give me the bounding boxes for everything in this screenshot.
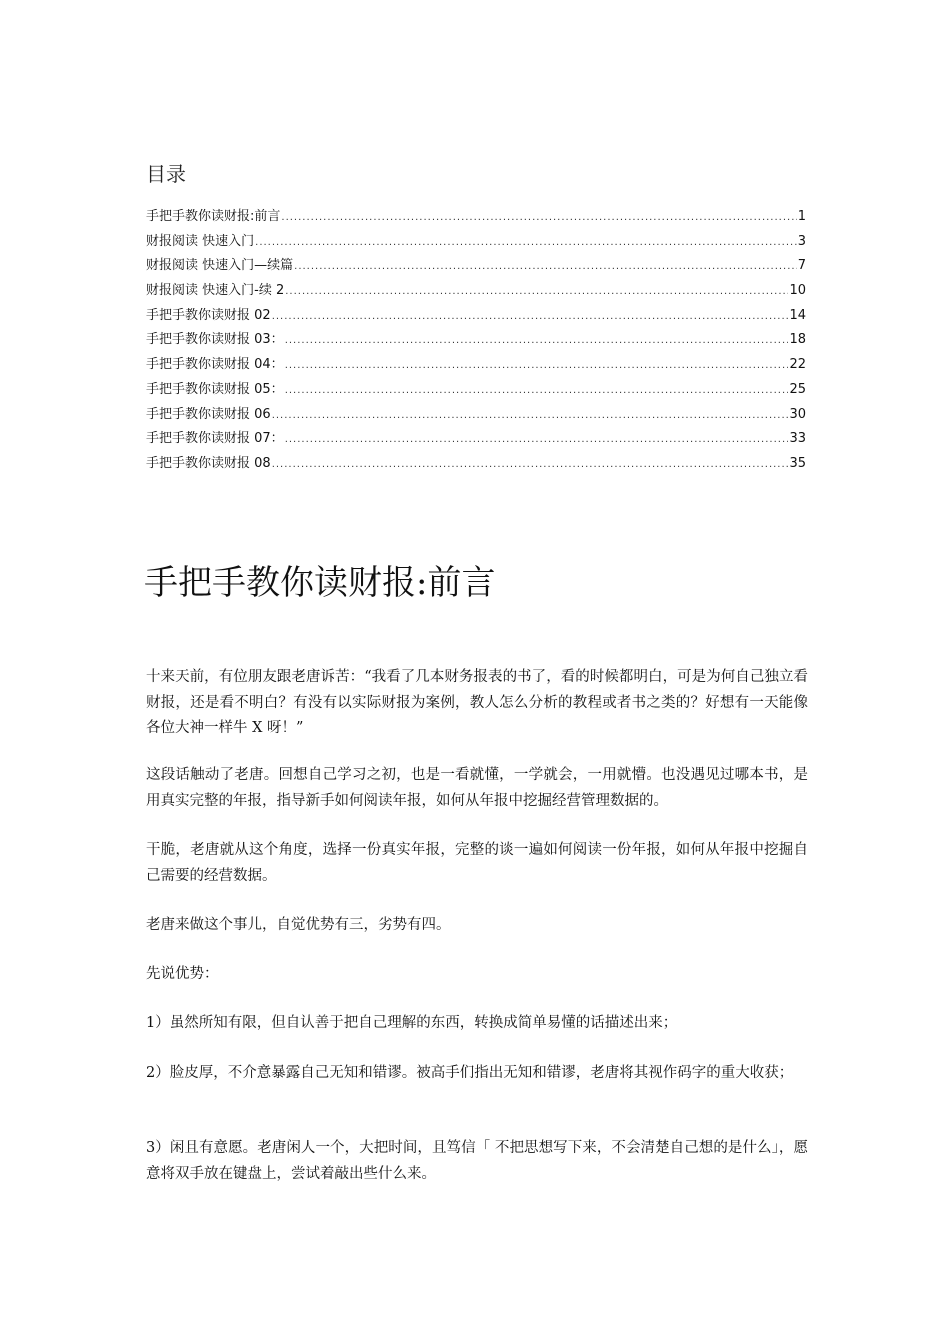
toc-leader-dots — [285, 329, 789, 354]
toc-entry-label: 手把手教你读财报 02 — [146, 307, 271, 323]
toc-entry-page: 22 — [789, 357, 806, 373]
toc-entry-page: 30 — [789, 406, 806, 422]
toc-entry[interactable] — [146, 279, 806, 304]
toc-leader-dots — [285, 280, 788, 305]
toc-entry[interactable] — [146, 328, 806, 353]
toc-entry-page: 35 — [789, 455, 806, 471]
toc-entry[interactable] — [146, 378, 806, 403]
chapter-heading: 手把手教你读财报:前言 — [144, 562, 496, 603]
toc-entry[interactable] — [146, 304, 806, 329]
toc-leader-dots — [255, 231, 797, 256]
toc-entry-label: 手把手教你读财报 06 — [146, 406, 271, 422]
toc-entry[interactable] — [146, 452, 806, 477]
toc-leader-dots — [272, 305, 789, 330]
toc-leader-dots — [294, 255, 797, 280]
paragraph: 干脆，老唐就从这个角度，选择一份真实年报，完整的谈一遍如何阅读一份年报，如何从年报中挖掘自己需要的经营数据。 — [146, 842, 808, 884]
toc-entry[interactable] — [146, 403, 806, 428]
toc-leader-dots — [272, 404, 789, 429]
paragraph: 十来天前，有位朋友跟老唐诉苦：“我看了几本财务报表的书了，看的时候都明白，可是为何自己独立看财报，还是看不明白？有没有以实际财报为案例，教人怎么分析的教程或者书之类的？好想有一天能像各位大神一样牛 X 呀！” — [146, 669, 808, 736]
toc-entry-page: 18 — [789, 332, 806, 348]
toc-entry[interactable] — [146, 205, 806, 230]
toc-entry[interactable] — [146, 353, 806, 378]
paragraph: 这段话触动了老唐。回想自己学习之初，也是一看就懂，一学就会，一用就懵。也没遇见过哪本书，是用真实完整的年报，指导新手如何阅读年报，如何从年报中挖掘经营管理数据的。 — [146, 767, 808, 809]
toc-entry-label: 财报阅读 快速入门 — [146, 233, 255, 249]
toc-entry-label: 财报阅读 快速入门-续 2 — [146, 283, 285, 299]
toc-entry-label: 手把手教你读财报:前言 — [146, 209, 281, 224]
paragraph: 先说优势： — [146, 966, 219, 982]
toc-leader-dots — [285, 428, 789, 453]
toc-entry-label: 手把手教你读财报 07： — [146, 431, 284, 447]
paragraph: 1）虽然所知有限，但自认善于把自己理解的东西，转换成简单易懂的话描述出来； — [146, 1015, 678, 1031]
toc-entry-page: 1 — [797, 209, 806, 224]
paragraph: 2）脸皮厚，不介意暴露自己无知和错谬。被高手们指出无知和错谬，老唐将其视作码字的重大收获； — [146, 1065, 794, 1081]
toc-entry-label: 手把手教你读财报 05： — [146, 381, 284, 397]
toc-entry-page: 14 — [789, 307, 806, 323]
toc-entry-label: 手把手教你读财报 04： — [146, 357, 284, 373]
paragraph: 老唐来做这个事儿，自觉优势有三，劣势有四。 — [146, 917, 451, 933]
toc-entry-page: 7 — [797, 258, 806, 274]
toc-leader-dots — [272, 453, 789, 478]
paragraph: 3）闲且有意愿。老唐闲人一个，大把时间，且笃信「 不把思想写下来，不会清楚自己想的是什么」，愿意将双手放在键盘上，尝试着敲出些什么来。 — [146, 1140, 808, 1182]
toc-entry-label: 手把手教你读财报 03： — [146, 332, 284, 348]
toc-entry[interactable] — [146, 230, 806, 255]
toc-entry-label: 手把手教你读财报 08 — [146, 455, 271, 471]
toc-entry-page: 3 — [797, 233, 806, 249]
toc-entry-page: 33 — [789, 431, 806, 447]
toc-entry-page: 25 — [789, 381, 806, 397]
table-of-contents — [146, 205, 806, 477]
toc-leader-dots — [285, 354, 789, 379]
toc-entry[interactable] — [146, 427, 806, 452]
toc-leader-dots — [281, 206, 796, 231]
toc-leader-dots — [285, 379, 789, 404]
toc-entry-label: 财报阅读 快速入门—续篇 — [146, 258, 294, 274]
toc-entry[interactable] — [146, 254, 806, 279]
toc-title: 目录 — [146, 162, 186, 186]
toc-entry-page: 10 — [789, 283, 806, 299]
